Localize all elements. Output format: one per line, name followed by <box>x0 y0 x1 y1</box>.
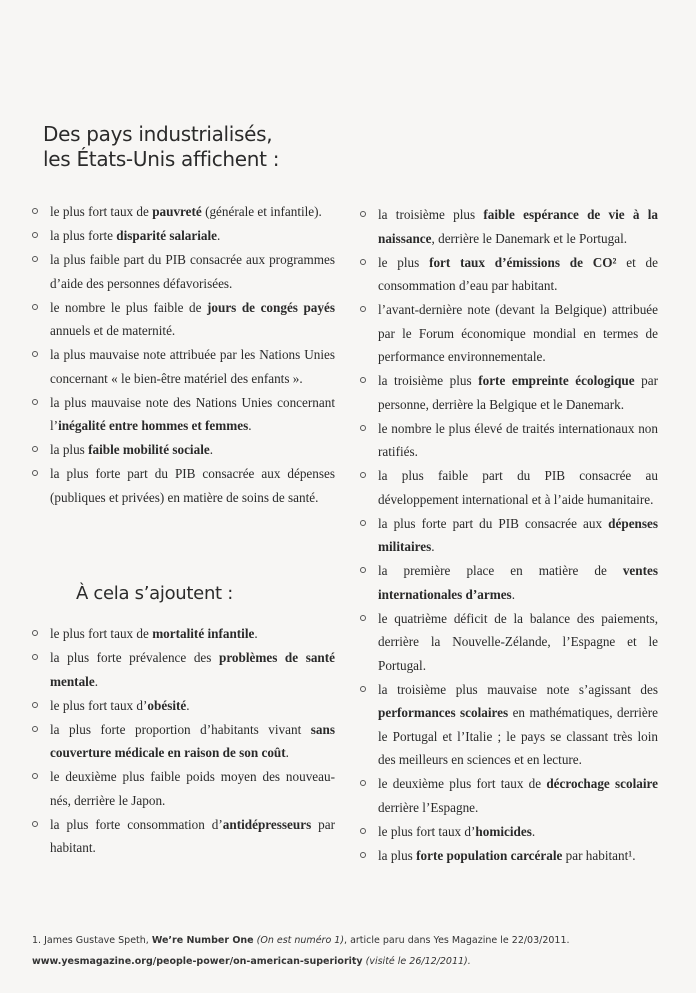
item-emphasis: obésité <box>147 697 187 713</box>
item-emphasis: dépenses militaires <box>378 515 658 554</box>
list-item <box>30 646 335 693</box>
footnote-url: www.yesmagazine.org/people-power/on-american-superiority <box>32 956 363 967</box>
bullet-icon <box>360 828 366 834</box>
list-item <box>30 200 335 224</box>
list-item <box>358 464 658 511</box>
item-text: . <box>209 442 214 457</box>
footnote-prefix: 1. James Gustave Speth, <box>32 935 152 946</box>
item-text: et de consommation d’eau par habitant. <box>378 254 658 293</box>
item-emphasis: disparité salariale <box>116 228 218 243</box>
bullet-icon <box>360 211 366 217</box>
item-text: le deuxième plus faible poids moyen des nouveau-nés, derrière le Japon. <box>50 769 335 808</box>
bullet-icon <box>32 208 38 214</box>
bullet-icon <box>32 630 38 636</box>
item-emphasis: performances scolaires <box>378 705 509 720</box>
bullet-icon <box>360 259 366 265</box>
item-text: la plus mauvaise note attribuée par les Nations Unies concernant « le bien-être matériel des enfants ». <box>50 347 335 386</box>
footnote-visited: (visité le 26/12/2011). <box>362 956 471 967</box>
item-emphasis: homicides <box>475 823 532 839</box>
main-heading <box>43 122 279 172</box>
item-text: par habitant¹. <box>562 847 636 863</box>
item-text: . <box>254 626 258 641</box>
item-text: la plus <box>50 442 89 457</box>
bullet-icon <box>360 780 366 786</box>
item-text: par personne, derrière la Belgique et le Danemark. <box>378 373 659 412</box>
item-text: . <box>94 673 98 689</box>
list-item <box>358 607 658 678</box>
list-left-bottom <box>30 622 335 860</box>
item-text: le quatrième déficit de la balance des paiements, derrière la Nouvelle-Zélande, l’Espagne et le Portugal. <box>378 610 658 673</box>
bullet-icon <box>360 472 366 478</box>
item-text: le plus fort taux de <box>50 626 153 641</box>
item-emphasis: forte population carcérale <box>416 847 563 863</box>
item-text: (générale et infantile). <box>201 204 322 219</box>
item-text: . <box>217 228 221 243</box>
list-item <box>30 718 335 765</box>
bullet-icon <box>32 470 38 476</box>
item-text: la troisième plus mauvaise note s’agissant des <box>378 681 658 697</box>
item-text: le nombre le plus faible de <box>50 299 207 315</box>
bullet-icon <box>360 425 366 431</box>
item-emphasis: faible espérance de vie à la naissance <box>378 207 659 246</box>
list-item <box>358 820 658 844</box>
bullet-icon <box>360 520 366 526</box>
item-text: annuels et de maternité. <box>50 323 176 338</box>
footnote-italic: (On est numéro 1) <box>253 935 345 946</box>
bullet-icon <box>32 821 38 827</box>
bullet-icon <box>360 377 366 383</box>
item-text: la plus forte part du PIB consacrée aux dépenses (publiques et privées) en matière de soins de santé. <box>50 466 335 505</box>
heading-line-1: Des pays industrialisés, <box>43 122 273 146</box>
item-emphasis: jours de congés payés <box>207 299 335 315</box>
list-item <box>358 559 658 606</box>
list-item <box>30 622 335 646</box>
item-text: la première place en matière de <box>378 563 623 578</box>
item-emphasis: fort taux d’émissions de CO² <box>429 254 617 270</box>
bullet-icon <box>360 615 366 621</box>
item-text: en mathématiques, derrière le Portugal et l’Italie ; le pays se classant très loin des meilleurs en sciences et en lecture. <box>378 705 658 767</box>
footnote-rest: , article paru dans Yes Magazine le 22/03/2011. <box>344 935 570 946</box>
item-text: la plus forte prévalence des <box>50 650 219 665</box>
bullet-icon <box>360 686 366 692</box>
item-text: la troisième plus <box>378 207 484 222</box>
item-text: la plus <box>378 847 417 863</box>
list-item <box>30 391 335 438</box>
item-emphasis: décrochage scolaire <box>546 776 658 791</box>
item-emphasis: sans couverture médicale en raison de son coût <box>50 721 335 760</box>
item-text: . <box>285 745 289 760</box>
list-item <box>30 343 335 390</box>
list-item <box>30 224 335 248</box>
list-item <box>358 678 658 772</box>
item-text: l’avant-dernière note (devant la Belgique) attribuée par le Forum économique mondial en termes de performance environnementale. <box>378 302 658 364</box>
item-text: . <box>511 586 515 602</box>
list-item <box>358 251 658 298</box>
list-item <box>358 203 658 250</box>
footnote-title: We’re Number One <box>151 935 254 946</box>
list-item <box>358 417 658 464</box>
item-text: le plus fort taux d’ <box>50 697 148 713</box>
bullet-icon <box>32 446 38 452</box>
list-item <box>358 298 658 369</box>
item-text: la plus forte part du PIB consacrée aux <box>378 515 609 531</box>
bullet-icon <box>32 702 38 708</box>
item-emphasis: forte empreinte écologique <box>478 373 635 388</box>
item-emphasis: faible mobilité sociale <box>88 442 210 457</box>
item-text: derrière l’Espagne. <box>378 799 479 815</box>
item-text: . <box>248 418 252 433</box>
item-emphasis: ventes internationales d’armes <box>378 563 658 602</box>
item-text: , derrière le Danemark et le Portugal. <box>431 230 628 246</box>
item-emphasis: pauvreté <box>152 204 202 219</box>
item-text: le nombre le plus élevé de traités internationaux non ratifiés. <box>378 420 658 459</box>
bullet-icon <box>32 726 38 732</box>
sub-heading: À cela s’ajoutent : <box>76 583 233 604</box>
footnote-citation <box>32 934 672 948</box>
list-item <box>30 248 335 295</box>
item-text: . <box>531 823 536 839</box>
list-item <box>358 772 658 819</box>
list-item <box>30 438 335 462</box>
bullet-icon <box>32 399 38 405</box>
item-emphasis: mortalité infantile <box>152 626 255 641</box>
footnote-source <box>32 955 672 969</box>
item-text: le plus fort taux de <box>50 204 153 219</box>
bullet-icon <box>32 304 38 310</box>
item-text: . <box>431 539 435 554</box>
item-text: la troisième plus <box>378 373 479 388</box>
bullet-icon <box>32 232 38 238</box>
item-text: la plus faible part du PIB consacrée au développement international et à l’aide humanitaire. <box>378 468 658 507</box>
item-emphasis: inégalité entre hommes et femmes <box>58 418 249 433</box>
item-emphasis: problèmes de santé mentale <box>50 650 336 689</box>
bullet-icon <box>32 773 38 779</box>
heading-line-2: les États-Unis affichent : <box>43 147 280 171</box>
bullet-icon <box>360 306 366 312</box>
item-text: le deuxième plus fort taux de <box>378 776 547 791</box>
bullet-icon <box>360 852 366 858</box>
item-text: le plus <box>378 254 430 270</box>
list-item <box>358 369 658 416</box>
item-text: la plus forte proportion d’habitants vivant <box>50 721 311 737</box>
list-item <box>30 462 335 509</box>
list-item <box>30 813 335 860</box>
item-text: la plus forte consommation d’ <box>50 816 223 832</box>
item-text: la plus faible part du PIB consacrée aux programmes d’aide des personnes défavorisées. <box>50 252 335 291</box>
list-right <box>358 203 658 868</box>
list-item <box>30 296 335 343</box>
bullet-icon <box>32 256 38 262</box>
bullet-icon <box>360 567 366 573</box>
list-left-top <box>30 200 335 510</box>
item-text: la plus forte <box>50 228 117 243</box>
item-text: par habitant. <box>50 816 335 855</box>
list-item <box>358 844 658 868</box>
list-item <box>30 765 335 812</box>
list-item <box>30 694 335 718</box>
bullet-icon <box>32 654 38 660</box>
list-item <box>358 512 658 559</box>
item-emphasis: antidépresseurs <box>222 816 312 832</box>
bullet-icon <box>32 351 38 357</box>
item-text: le plus fort taux d’ <box>378 823 476 839</box>
item-text: . <box>186 697 190 713</box>
item-text: la plus mauvaise note des Nations Unies concernant l’ <box>50 394 335 433</box>
